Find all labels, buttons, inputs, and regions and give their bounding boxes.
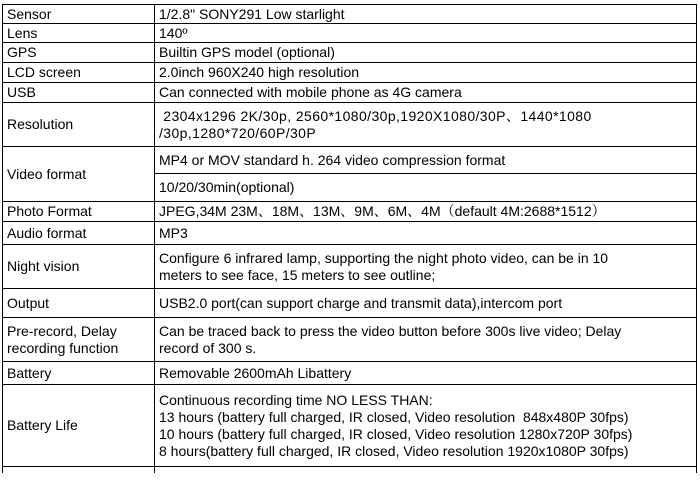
row-value (155, 245, 697, 289)
value-line: MP4 or MOV standard h. 264 video compression format (155, 147, 696, 174)
row-label: LCD screen (3, 63, 155, 83)
row-label: GPS (3, 43, 155, 63)
value-line: 2304x1296 2K/30p, 2560*1080/30p,1920X1080/30P、1440*1080 (159, 107, 592, 124)
row-value (155, 147, 697, 202)
table-row (3, 43, 697, 63)
row-label: Sensor (3, 5, 155, 24)
table-row (3, 318, 697, 362)
table-row (3, 5, 697, 24)
row-value: Builtin GPS model (optional) (155, 43, 697, 63)
row-label: USB (3, 83, 155, 103)
row-value (155, 385, 697, 467)
row-label (3, 318, 155, 362)
row-value (155, 467, 697, 473)
table-row (3, 289, 697, 318)
table-row (3, 467, 697, 473)
value-line: 10 hours (battery full charged, IR closed, Video resolution 1280x720P 30fps) (159, 425, 633, 442)
row-label: Audio format (3, 222, 155, 245)
row-value: Removable 2600mAh Libattery (155, 362, 697, 385)
table-row (3, 362, 697, 385)
row-value: 1/2.8" SONY291 Low starlight (155, 5, 697, 24)
row-label: Resolution (3, 103, 155, 147)
value-line: Continuous recording time NO LESS THAN: (159, 391, 433, 408)
table-row (3, 63, 697, 83)
label-line: Pre-record, Delay (7, 322, 117, 339)
value-line: 10/20/30min(optional) (159, 179, 295, 195)
value-line: 8 hours(battery full charged, IR closed, Video resolution 1920x1080P 30fps) (159, 442, 629, 459)
row-value (155, 103, 697, 147)
table-row (3, 147, 697, 202)
row-label: Output (3, 289, 155, 318)
value-line: /30p,1280*720/60P/30P (159, 124, 317, 141)
row-value: MP3 (155, 222, 697, 245)
table-row (3, 202, 697, 222)
row-label: Lens (3, 24, 155, 43)
table-row (3, 245, 697, 289)
value-line: Configure 6 infrared lamp, supporting the night photo video, can be in 10 (159, 249, 609, 266)
row-label: Battery (3, 362, 155, 385)
row-value: JPEG,34M 23M、18M、13M、9M、6M、4M（default 4M:2688*1512） (155, 202, 697, 222)
table-row (3, 385, 697, 467)
table-row (3, 83, 697, 103)
value-line: Can be traced back to press the video button before 300s live video; Delay (159, 322, 622, 339)
value-line: 13 hours (battery full charged, IR closed, Video resolution 848x480P 30fps) (159, 408, 629, 425)
table-row (3, 222, 697, 245)
row-value: USB2.0 port(can support charge and transmit data),intercom port (155, 289, 697, 318)
row-label: Video format (3, 147, 155, 202)
value-line: record of 300 s. (159, 339, 257, 356)
row-value (155, 318, 697, 362)
row-label (3, 467, 155, 473)
table-row (3, 103, 697, 147)
row-value: 2.0inch 960X240 high resolution (155, 63, 697, 83)
table-row (3, 24, 697, 43)
row-value: 140º (155, 24, 697, 43)
spec-table (2, 4, 697, 473)
row-label: Night vision (3, 245, 155, 289)
row-value: Can connected with mobile phone as 4G camera (155, 83, 697, 103)
value-line: meters to see face, 15 meters to see outline; (159, 266, 436, 283)
label-line: recording function (7, 339, 119, 356)
row-label: Battery Life (3, 385, 155, 467)
row-label: Photo Format (3, 202, 155, 222)
